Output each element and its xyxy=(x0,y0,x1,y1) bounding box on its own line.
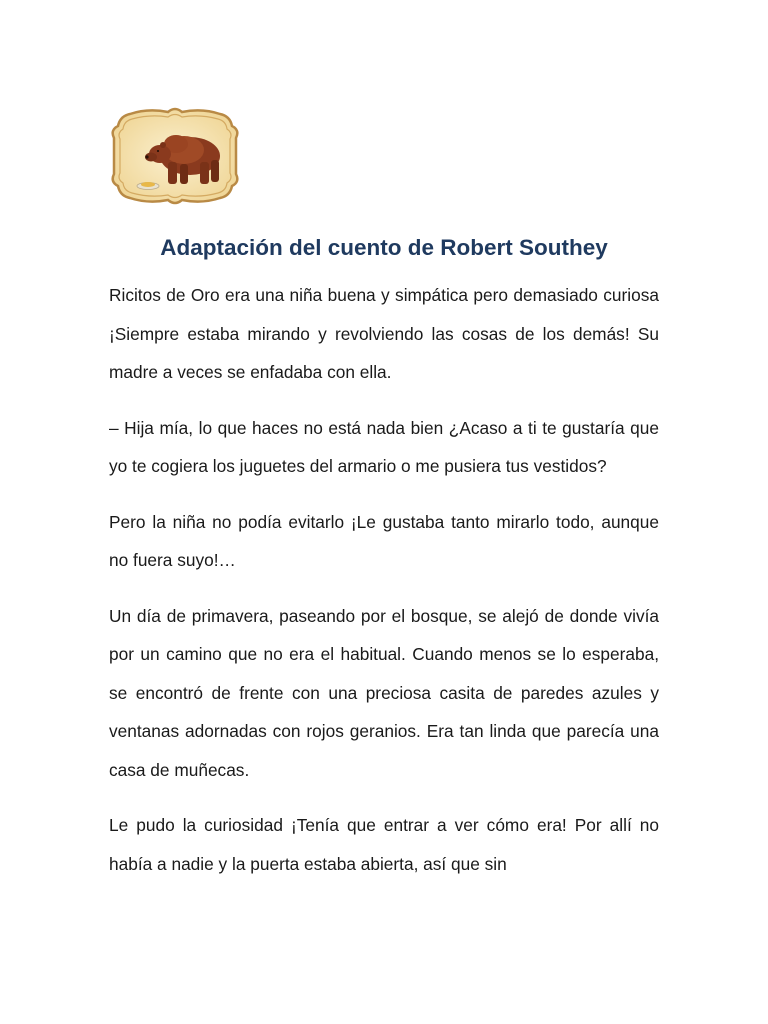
paragraph: Un día de primavera, paseando por el bosque, se alejó de donde vivía por un camino que no era el habitual. Cuando menos se lo esperaba, se encontró de frente con una preciosa casita de paredes azules y ventanas adornadas con rojos geranios. Era tan linda que parecía una casa de muñecas. xyxy=(109,605,659,780)
paragraph: Pero la niña no podía evitarlo ¡Le gustaba tanto mirarlo todo, aunque no fuera suyo!… xyxy=(109,511,659,570)
paragraph: – Hija mía, lo que haces no está nada bien ¿Acaso a ti te gustaría que yo te cogiera los juguetes del armario o me pusiera tus vestidos? xyxy=(109,417,659,476)
bear-illustration xyxy=(108,106,242,206)
paragraph: Le pudo la curiosidad ¡Tenía que entrar a ver cómo era! Por allí no había a nadie y la puerta estaba abierta, así que sin xyxy=(109,815,659,874)
story-body xyxy=(109,276,659,883)
page-title: Adaptación del cuento de Robert Southey xyxy=(160,235,608,260)
paragraph: Ricitos de Oro era una niña buena y simpática pero demasiado curiosa ¡Siempre estaba mirando y revolviendo las cosas de los demás! Su madre a veces se enfadaba con ella. xyxy=(109,285,659,382)
bear-icon xyxy=(108,106,242,206)
